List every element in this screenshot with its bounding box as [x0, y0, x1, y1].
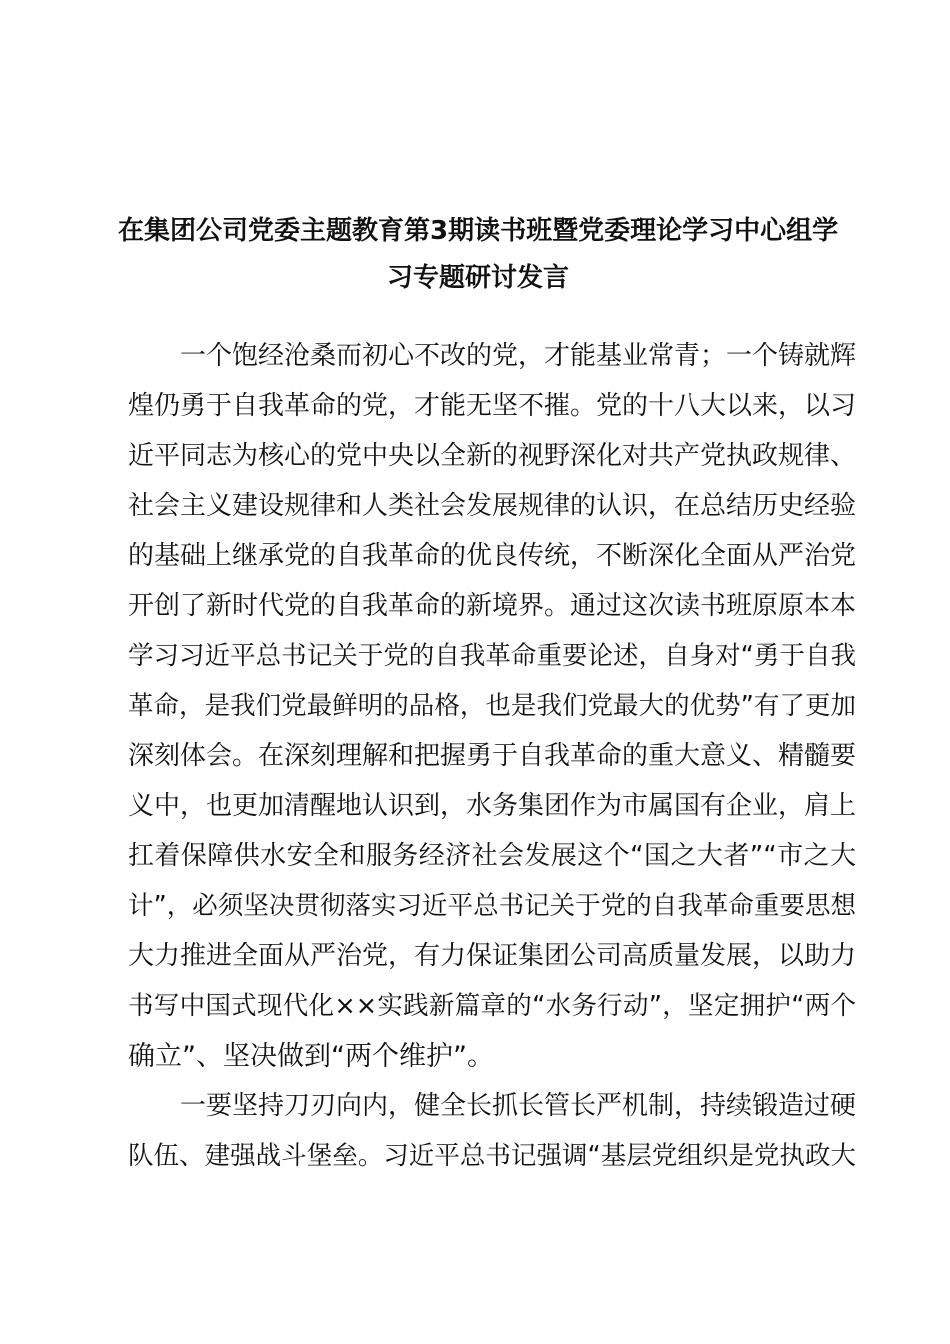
paragraph-1-line-15: 确立”、坚决做到“两个维护”。	[128, 1041, 494, 1072]
paragraph-1-line-5: 的基础上继承党的自我革命的优良传统，不断深化全面从严治党	[128, 541, 857, 571]
paragraph-1-line-13: 大力推进全面从严治党，有力保证集团公司高质量发展，以助力	[128, 941, 857, 971]
document-title-line-1: 在集团公司党委主题教育第3期读书班暨党委理论学习中心组学	[118, 216, 839, 246]
paragraph-1-line-14: 书写中国式现代化××实践新篇章的“水务行动”，坚定拥护“两个	[128, 991, 856, 1021]
paragraph-1-line-9: 深刻体会。在深刻理解和把握勇于自我革命的重大意义、精髓要	[128, 741, 857, 771]
paragraph-2-line-1: 一要坚持刀刃向内，健全长抓长管长严机制，持续锻造过硬	[180, 1091, 857, 1121]
paragraph-1-line-4: 社会主义建设规律和人类社会发展规律的认识，在总结历史经验	[128, 491, 857, 521]
paragraph-1-line-11: 扛着保障供水安全和服务经济社会发展这个“国之大者”“市之大	[128, 841, 856, 871]
paragraph-1-line-1: 一个饱经沧桑而初心不改的党，才能基业常青；一个铸就辉	[180, 341, 857, 371]
paragraph-1-line-7: 学习习近平总书记关于党的自我革命重要论述，自身对“勇于自我	[128, 641, 856, 671]
paragraph-1-line-2: 煌仍勇于自我革命的党，才能无坚不摧。党的十八大以来，以习	[128, 391, 857, 421]
paragraph-1-line-12: 计”，必须坚决贯彻落实习近平总书记关于党的自我革命重要思想	[128, 891, 856, 921]
paragraph-2-line-2: 队伍、建强战斗堡垒。习近平总书记强调“基层党组织是党执政大	[128, 1141, 856, 1171]
paragraph-1-line-3: 近平同志为核心的党中央以全新的视野深化对共产党执政规律、	[128, 441, 857, 471]
paragraph-1-line-10: 义中，也更加清醒地认识到，水务集团作为市属国有企业，肩上	[128, 791, 857, 821]
paragraph-1-line-6: 开创了新时代党的自我革命的新境界。通过这次读书班原原本本	[128, 591, 857, 621]
paragraph-1-line-8: 革命，是我们党最鲜明的品格，也是我们党最大的优势”有了更加	[128, 691, 856, 721]
document-title-line-2: 习专题研讨发言	[386, 263, 569, 293]
